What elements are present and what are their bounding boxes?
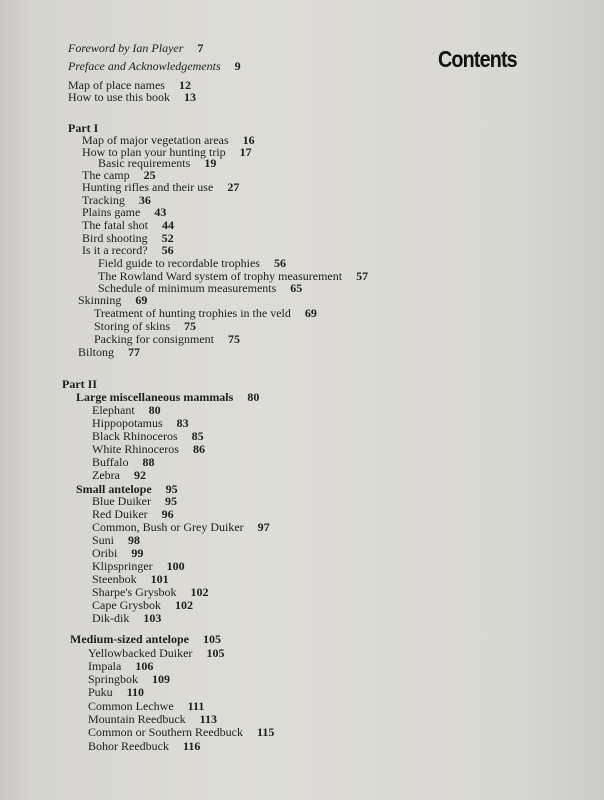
toc-page-number: 105 (203, 632, 221, 646)
toc-entry-title: Hippopotamus (92, 416, 163, 430)
toc-page-number: 102 (175, 598, 193, 612)
toc-entry-title: Is it a record? (82, 243, 148, 257)
toc-page-number: 86 (192, 442, 205, 456)
toc-page-number: 110 (126, 685, 145, 699)
toc-page-number: 95 (165, 482, 178, 496)
toc-page-number: 92 (133, 468, 146, 482)
toc-page-number: 75 (184, 319, 197, 333)
toc-page-number: 25 (143, 168, 156, 182)
toc-page-number: 9 (234, 59, 241, 73)
toc-page-number: 16 (242, 133, 255, 147)
toc-page-number: 57 (356, 269, 369, 283)
toc-entry-zebra (92, 469, 146, 482)
toc-entry-title: Plains game (82, 205, 141, 219)
toc-entry-title: Suni (92, 533, 115, 547)
toc-entry-title: Black Rhinoceros (92, 429, 178, 443)
toc-page-number: 69 (304, 306, 317, 320)
toc-entry-dik-dik (92, 612, 161, 625)
toc-entry-title: Klipspringer (92, 559, 153, 573)
toc-entry-title: Tracking (82, 193, 125, 207)
toc-page-number: 88 (142, 455, 155, 469)
toc-entry-title: Springbok (88, 672, 139, 686)
toc-page-number: 99 (131, 546, 144, 560)
toc-page-number: 105 (206, 646, 225, 660)
toc-page-number: 56 (273, 256, 286, 270)
toc-entry-title: Mountain Reedbuck (88, 712, 186, 726)
toc-entry-bohor-reedbuck (88, 740, 200, 753)
toc-page-number: 100 (166, 559, 185, 573)
toc-entry-title: Dik-dik (92, 611, 130, 625)
toc-entry-common-bush-or-grey-duiker (92, 521, 270, 534)
toc-entry-title: Red Duiker (92, 507, 148, 521)
toc-entry-puku (88, 686, 144, 699)
toc-entry-common-or-southern-reedbuck (88, 726, 274, 739)
toc-page-number: 44 (161, 218, 174, 232)
toc-entry-title: Puku (88, 685, 113, 699)
toc-entry-title: The Rowland Ward system of trophy measurement (98, 269, 343, 283)
toc-page-number: 96 (161, 507, 174, 521)
toc-page-number: 98 (128, 533, 141, 547)
toc-entry-title: Biltong (78, 345, 115, 359)
toc-entry-foreword-by-ian-player (68, 42, 203, 55)
toc-entry-title: Basic requirements (98, 156, 191, 170)
toc-entry-title: Field guide to recordable trophies (98, 256, 260, 270)
toc-entry-title: Preface and Acknowledgements (68, 59, 221, 73)
toc-entry-how-to-use-this-book (68, 91, 196, 104)
toc-entry-title: Small antelope (76, 482, 152, 496)
toc-page-number: 111 (187, 699, 205, 713)
toc-entry-title: Common or Southern Reedbuck (88, 725, 243, 739)
toc-page-number: 116 (182, 739, 201, 753)
toc-page-number: 19 (204, 156, 217, 170)
toc-page-number: 113 (199, 712, 217, 726)
toc-page-number: 7 (197, 41, 204, 55)
toc-entry-title: Hunting rifles and their use (82, 180, 214, 194)
part-1-heading: Part I (68, 121, 99, 135)
toc-entry-title: The camp (82, 168, 130, 182)
toc-entry-title: Foreword by Ian Player (68, 41, 184, 55)
toc-page-number: 13 (184, 90, 196, 104)
toc-page-number: 12 (178, 78, 191, 92)
toc-entry-title: Bird shooting (82, 231, 148, 245)
toc-entry-title: Blue Duiker (92, 494, 151, 508)
toc-page-number: 103 (143, 611, 162, 625)
toc-page-number: 85 (191, 429, 204, 443)
page-title: Contents (438, 46, 517, 72)
toc-entry-title: Oribi (92, 546, 118, 560)
toc-entry-title: How to use this book (68, 90, 170, 104)
toc-page-number: 115 (256, 725, 275, 739)
toc-page-number: 77 (128, 345, 141, 359)
toc-entry-packing-for-consignment (94, 333, 240, 346)
toc-entry-medium-sized-antelope (70, 633, 221, 646)
toc-page-number: 69 (135, 293, 148, 307)
toc-entry-preface-and-acknowledgements (68, 60, 241, 73)
toc-page-number: 27 (227, 180, 240, 194)
toc-entry-title: Cape Grysbok (92, 598, 161, 612)
toc-page-number: 17 (239, 145, 252, 159)
toc-entry-title: Skinning (78, 293, 122, 307)
toc-page-number: 97 (257, 520, 270, 534)
toc-entry-title: Impala (88, 659, 122, 673)
part-2-heading: Part II (62, 377, 97, 391)
toc-entry-title: Steenbok (92, 572, 137, 586)
toc-page-number: 52 (161, 231, 174, 245)
toc-page-number: 83 (176, 416, 189, 430)
toc-entry-title: Medium-sized antelope (70, 632, 189, 646)
toc-page-number: 109 (152, 672, 171, 686)
toc-page-number: 80 (247, 390, 260, 404)
toc-page-number: 95 (165, 494, 177, 508)
toc-page-number: 106 (135, 659, 154, 673)
toc-page-number: 75 (227, 332, 240, 346)
toc-entry-title: Storing of skins (94, 319, 171, 333)
toc-entry-title: Bohor Reedbuck (88, 739, 169, 753)
toc-entry-title: Treatment of hunting trophies in the veld (94, 306, 291, 320)
toc-entry-title: Common, Bush or Grey Duiker (92, 520, 244, 534)
toc-entry-title: Yellowbacked Duiker (88, 646, 193, 660)
toc-entry-title: White Rhinoceros (92, 442, 179, 456)
toc-entry-title: The fatal shot (82, 218, 148, 232)
toc-page-number: 43 (154, 205, 167, 219)
toc-page-number: 56 (161, 243, 174, 257)
toc-entry-title: Large miscellaneous mammals (76, 390, 234, 404)
toc-entry-title: How to plan your hunting trip (82, 145, 226, 159)
toc-page-number: 80 (148, 403, 161, 417)
toc-page-number: 36 (138, 193, 151, 207)
toc-page-number: 65 (290, 281, 303, 295)
toc-page-number: 102 (190, 585, 209, 599)
toc-entry-biltong (78, 346, 140, 359)
toc-entry-title: Map of major vegetation areas (82, 133, 229, 147)
toc-entry-title: Schedule of minimum measurements (98, 281, 277, 295)
toc-entry-title: Sharpe's Grysbok (92, 585, 177, 599)
toc-page-number: 101 (150, 572, 169, 586)
toc-entry-title: Elephant (92, 403, 135, 417)
toc-entry-title: Zebra (92, 468, 120, 482)
toc-entry-title: Common Lechwe (88, 699, 174, 713)
toc-entry-title: Buffalo (92, 455, 129, 469)
toc-entry-title: Map of place names (68, 78, 165, 92)
toc-entry-title: Packing for consignment (94, 332, 214, 346)
